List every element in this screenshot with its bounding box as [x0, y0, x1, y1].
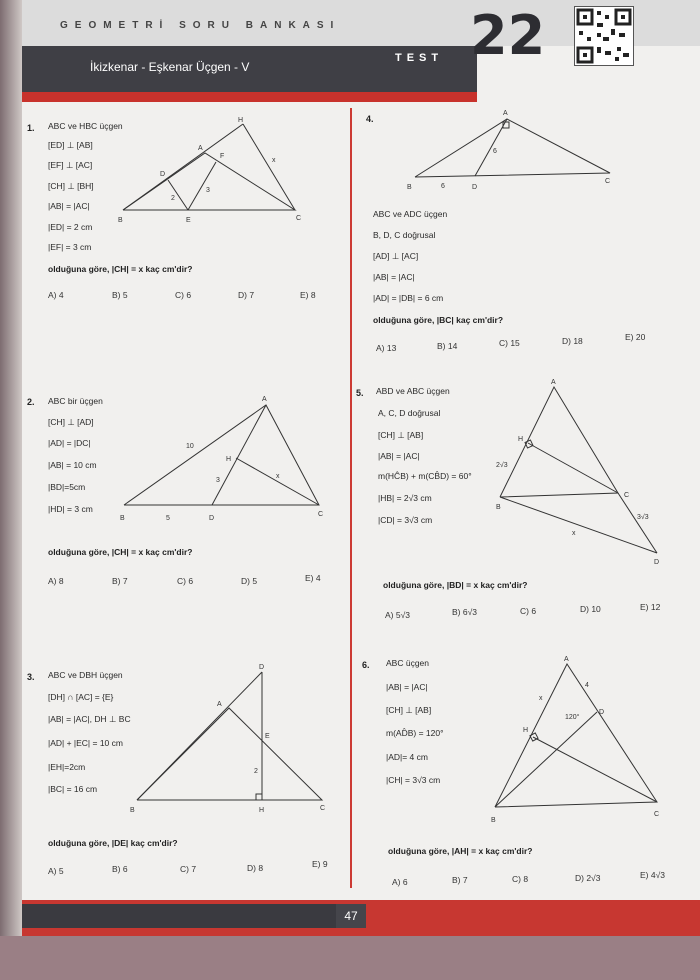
column-divider: [350, 108, 352, 888]
q3-given-5: |EH|=2cm: [48, 762, 86, 772]
q2-given-4: |AB| = 10 cm: [48, 460, 97, 470]
q6-label-angle: 120°: [565, 714, 580, 721]
q4-option-b[interactable]: B) 14: [437, 341, 458, 351]
q4-given-5: |AD| = |DB| = 6 cm: [373, 293, 444, 303]
q4-label-d: D: [472, 184, 478, 191]
q1-given-5: |AB| = |AC|: [48, 201, 90, 211]
q3-option-e[interactable]: E) 9: [312, 859, 328, 869]
q4-label-6-bd: 6: [441, 183, 445, 190]
q2-option-c[interactable]: C) 6: [177, 576, 194, 586]
q5-given-7: |CD| = 3√3 cm: [378, 515, 433, 525]
q6-label-c: C: [654, 811, 660, 818]
q2-given-6: |HD| = 3 cm: [48, 504, 93, 514]
q2-label-10: 10: [186, 443, 194, 450]
q4-option-e[interactable]: E) 20: [625, 332, 646, 342]
q4-option-a[interactable]: A) 13: [376, 343, 397, 353]
q6-given-4: m(AD̂B) = 120°: [386, 728, 444, 738]
q6-figure: [485, 652, 675, 827]
q5-label-x: x: [572, 530, 576, 537]
q3-given-2: [DH] ∩ [AC] = {E}: [48, 692, 114, 702]
q2-label-h: H: [226, 456, 232, 463]
q6-label-h: H: [523, 727, 529, 734]
q1-label-3: 3: [206, 187, 210, 194]
q5-label-b: B: [496, 504, 501, 511]
q3-label-d: D: [259, 664, 265, 671]
page-number: 47: [336, 904, 366, 928]
q2-label-d: D: [209, 515, 215, 522]
q3-given-1: ABC ve DBH üçgen: [48, 670, 123, 680]
q2-label-c: C: [318, 511, 324, 518]
q6-option-d[interactable]: D) 2√3: [575, 873, 601, 883]
q6-label-x: x: [539, 695, 543, 702]
q1-given-4: [CH] ⊥ [BH]: [48, 181, 94, 191]
q5-label-d: D: [654, 559, 660, 566]
q2-label-b: B: [120, 515, 125, 522]
q6-given-5: |AD|= 4 cm: [386, 752, 428, 762]
q6-option-b[interactable]: B) 7: [452, 875, 468, 885]
q2-option-a[interactable]: A) 8: [48, 576, 64, 586]
q6-given-1: ABC üçgen: [386, 658, 429, 668]
q1-label-x: x: [272, 157, 276, 164]
q5-given-4: |AB| = |AC|: [378, 451, 420, 461]
q5-given-3: [CH] ⊥ [AB]: [378, 430, 424, 440]
q4-option-c[interactable]: C) 15: [499, 338, 520, 348]
q4-given-4: |AB| = |AC|: [373, 272, 415, 282]
q1-number: 1.: [27, 123, 35, 133]
q4-label-a: A: [503, 110, 508, 117]
q6-question: olduğuna göre, |AH| = x kaç cm'dir?: [388, 846, 533, 856]
q5-label-c: C: [624, 492, 630, 499]
q1-given-2: [ED] ⊥ [AB]: [48, 140, 93, 150]
q3-figure: [122, 660, 337, 820]
q2-label-3: 3: [216, 477, 220, 484]
q4-given-1: ABC ve ADC üçgen: [373, 209, 448, 219]
q6-label-d: D: [599, 709, 605, 716]
q2-question: olduğuna göre, |CH| = x kaç cm'dir?: [48, 547, 193, 557]
q3-given-6: |BC| = 16 cm: [48, 784, 98, 794]
series-title: GEOMETRİ SORU BANKASI: [60, 20, 341, 31]
q1-option-c[interactable]: C) 6: [175, 290, 192, 300]
q3-option-c[interactable]: C) 7: [180, 864, 197, 874]
q4-label-b: B: [407, 184, 412, 191]
q5-question: olduğuna göre, |BD| = x kaç cm'dir?: [383, 580, 528, 590]
q1-label-d: D: [160, 171, 166, 178]
q3-label-h: H: [259, 807, 265, 814]
q1-label-c: C: [296, 215, 302, 222]
q2-given-2: [CH] ⊥ [AD]: [48, 417, 94, 427]
q5-option-e[interactable]: E) 12: [640, 602, 661, 612]
q1-option-b[interactable]: B) 5: [112, 290, 128, 300]
q5-label-hb: 2√3: [496, 462, 508, 469]
q3-label-2: 2: [254, 768, 258, 775]
q6-label-4: 4: [585, 682, 589, 689]
q5-given-2: A, C, D doğrusal: [378, 408, 441, 418]
test-number: 22: [470, 4, 546, 67]
q5-given-1: ABD ve ABC üçgen: [376, 386, 450, 396]
q6-option-a[interactable]: A) 6: [392, 877, 408, 887]
test-label: TEST: [395, 52, 444, 64]
q5-figure: [490, 375, 675, 570]
q3-label-a: A: [217, 701, 222, 708]
q3-given-4: |AD| + |EC| = 10 cm: [48, 738, 123, 748]
q1-given-3: [EF] ⊥ [AC]: [48, 160, 93, 170]
q5-option-b[interactable]: B) 6√3: [452, 607, 477, 617]
q1-option-e[interactable]: E) 8: [300, 290, 316, 300]
q1-given-7: |EF| = 3 cm: [48, 242, 92, 252]
q6-option-c[interactable]: C) 8: [512, 874, 529, 884]
q4-option-d[interactable]: D) 18: [562, 336, 583, 346]
q4-label-6-ad: 6: [493, 148, 497, 155]
q6-given-3: [CH] ⊥ [AB]: [386, 705, 432, 715]
q1-option-d[interactable]: D) 7: [238, 290, 255, 300]
q2-label-a: A: [262, 396, 267, 403]
q6-label-b: B: [491, 817, 496, 824]
q2-label-5: 5: [166, 515, 170, 522]
q2-option-d[interactable]: D) 5: [241, 576, 258, 586]
q1-label-2: 2: [171, 195, 175, 202]
footer-dark-band: [22, 904, 352, 928]
q4-figure: [395, 105, 625, 195]
q6-number: 6.: [362, 660, 370, 670]
q6-given-2: |AB| = |AC|: [386, 682, 428, 692]
q6-given-6: |CH| = 3√3 cm: [386, 775, 441, 785]
q5-option-d[interactable]: D) 10: [580, 604, 601, 614]
q2-option-e[interactable]: E) 4: [305, 573, 321, 583]
book-binding: [0, 0, 22, 980]
q4-number: 4.: [366, 114, 374, 124]
q2-label-x: x: [276, 473, 280, 480]
q2-number: 2.: [27, 397, 35, 407]
q1-label-h: H: [238, 117, 244, 124]
q1-given-6: |ED| = 2 cm: [48, 222, 93, 232]
q1-label-e: E: [186, 217, 191, 222]
q4-given-3: [AD] ⊥ [AC]: [373, 251, 419, 261]
q3-option-d[interactable]: D) 8: [247, 863, 264, 873]
topic-title: İkizkenar - Eşkenar Üçgen - V: [90, 60, 250, 74]
q3-number: 3.: [27, 672, 35, 682]
q5-label-a: A: [551, 379, 556, 386]
q3-given-3: |AB| = |AC|, DH ⊥ BC: [48, 714, 131, 724]
q5-given-6: |HB| = 2√3 cm: [378, 493, 432, 503]
q5-label-h: H: [518, 436, 524, 443]
q1-label-f: F: [220, 153, 225, 160]
q1-figure: [110, 112, 310, 222]
q4-given-2: B, D, C doğrusal: [373, 230, 436, 240]
q3-option-a[interactable]: A) 5: [48, 866, 64, 876]
q5-label-cd: 3√3: [637, 514, 649, 521]
q4-label-c: C: [605, 178, 611, 185]
q5-option-c[interactable]: C) 6: [520, 606, 537, 616]
q2-option-b[interactable]: B) 7: [112, 576, 128, 586]
q5-given-5: m(HĈB) + m(CB̂D) = 60°: [378, 471, 472, 481]
q3-label-e: E: [265, 733, 270, 740]
qr-code: [574, 6, 634, 66]
q1-given-1: ABC ve HBC üçgen: [48, 121, 123, 131]
q1-option-a[interactable]: A) 4: [48, 290, 64, 300]
background-fabric: [0, 936, 700, 980]
accent-stripe: [22, 92, 477, 102]
q3-option-b[interactable]: B) 6: [112, 864, 128, 874]
q5-number: 5.: [356, 388, 364, 398]
q1-question: olduğuna göre, |CH| = x kaç cm'dir?: [48, 264, 193, 274]
q2-given-5: |BD|=5cm: [48, 482, 86, 492]
q3-label-c: C: [320, 805, 326, 812]
q3-question: olduğuna göre, |DE| kaç cm'dir?: [48, 838, 178, 848]
q6-label-a: A: [564, 656, 569, 663]
q4-question: olduğuna göre, |BC| kaç cm'dir?: [373, 315, 504, 325]
q5-option-a[interactable]: A) 5√3: [385, 610, 410, 620]
q2-figure: [112, 390, 327, 525]
q1-label-a: A: [198, 145, 203, 152]
q2-given-3: |AD| = |DC|: [48, 438, 91, 448]
q2-given-1: ABC bir üçgen: [48, 396, 103, 406]
q3-label-b: B: [130, 807, 135, 814]
q1-label-b: B: [118, 217, 123, 222]
q6-option-e[interactable]: E) 4√3: [640, 870, 665, 880]
